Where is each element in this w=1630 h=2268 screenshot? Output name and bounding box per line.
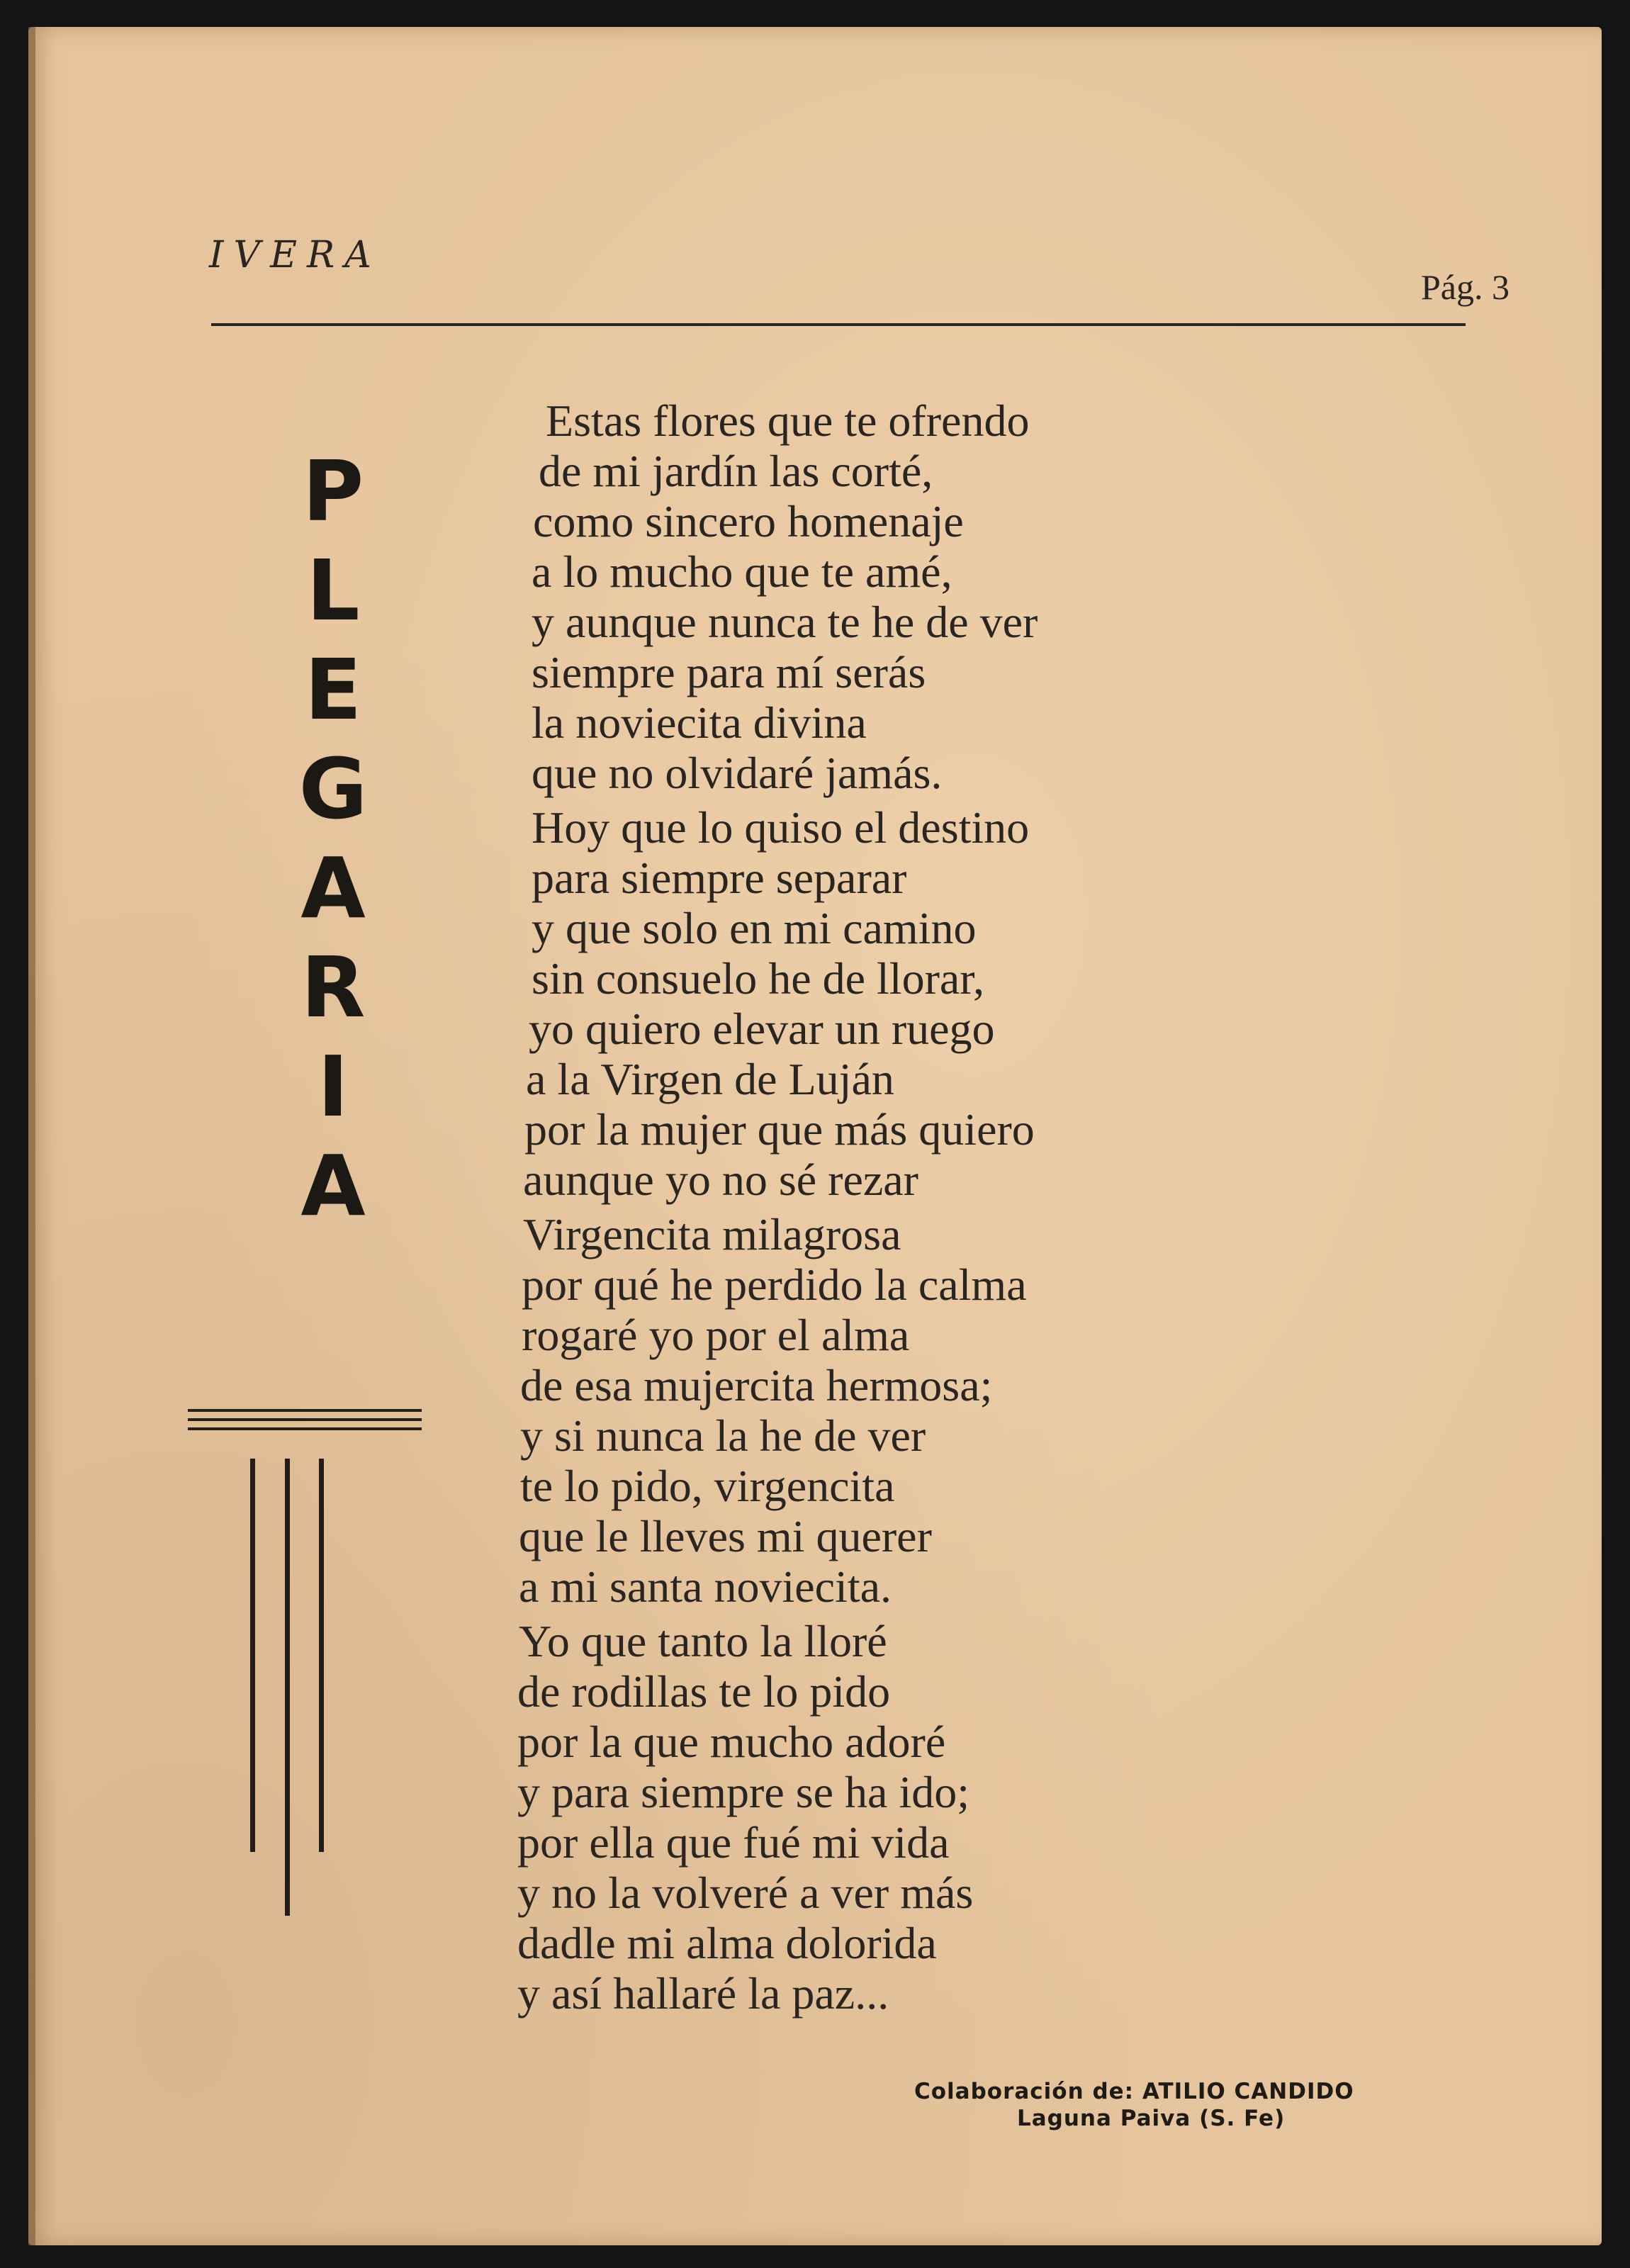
poem-line: como sincero homenaje [533, 496, 964, 546]
stanza [517, 1616, 1439, 2019]
title-letter: E [304, 641, 362, 739]
poem-line: a lo mucho que te amé, [532, 546, 952, 597]
stanza [517, 395, 1439, 798]
book-page [28, 27, 1602, 2245]
poem-line: Virgencita milagrosa [523, 1209, 901, 1259]
poem-line: Yo que tanto la lloré [519, 1616, 887, 1666]
deco-rule [188, 1427, 422, 1430]
page-number: Pág. 3 [1421, 267, 1510, 307]
title-letter: L [306, 541, 360, 639]
poem-line: de esa mujercita hermosa; [520, 1360, 993, 1410]
poem-line: por qué he perdido la calma [522, 1259, 1027, 1310]
poem-line: dadle mi alma dolorida [517, 1918, 937, 1968]
poem-line: siempre para mí serás [532, 647, 926, 697]
title-letter: P [302, 442, 364, 540]
stanza [517, 802, 1439, 1205]
credit-location: Laguna Paiva (S. Fe) [1017, 2106, 1286, 2131]
header-rule [211, 323, 1466, 326]
poem-line: a la Virgen de Luján [526, 1054, 894, 1104]
poem-line: y no la volveré a ver más [517, 1868, 974, 1918]
author-credit [914, 2079, 1354, 2131]
title-letter: A [300, 839, 366, 937]
poem [517, 395, 1439, 2023]
poem-line: la noviecita divina [532, 697, 867, 748]
poem-line: que le lleves mi querer [519, 1511, 932, 1561]
vertical-title [262, 442, 404, 1235]
poem-line: y para siempre se ha ido; [517, 1767, 969, 1817]
deco-rule [188, 1409, 422, 1412]
poem-line: rogaré yo por el alma [522, 1310, 910, 1360]
decorative-horizontal-rules [188, 1409, 422, 1437]
poem-line: que no olvidaré jamás. [532, 748, 943, 798]
poem-line: para siempre separar [532, 853, 907, 903]
stanza [517, 1209, 1439, 1612]
poem-line: de mi jardín las corté, [539, 446, 933, 496]
decorative-vertical-line [250, 1459, 255, 1852]
poem-line: Hoy que lo quiso el destino [532, 802, 1030, 853]
poem-line: de rodillas te lo pido [517, 1666, 891, 1717]
credit-line: Colaboración de: ATILIO CANDIDO [914, 2079, 1354, 2104]
poem-line: y aunque nunca te he de ver [532, 597, 1038, 647]
title-letter: R [300, 938, 366, 1036]
poem-line: Estas flores que te ofrendo [546, 395, 1030, 446]
poem-line: sin consuelo he de llorar, [532, 953, 985, 1004]
title-letter: A [300, 1137, 366, 1235]
deco-rule [188, 1418, 422, 1421]
poem-line: y si nunca la he de ver [520, 1410, 926, 1461]
poem-line: a mi santa noviecita. [519, 1561, 892, 1612]
title-letter: I [317, 1038, 349, 1135]
page-spine-shadow [28, 27, 35, 2245]
decorative-vertical-line [319, 1459, 324, 1852]
poem-line: y que solo en mi camino [532, 903, 977, 953]
poem-line: te lo pido, virgencita [520, 1461, 895, 1511]
title-letter: G [298, 740, 368, 838]
running-head: IVERA [209, 234, 381, 276]
poem-line: por la mujer que más quiero [524, 1104, 1035, 1155]
poem-line: yo quiero elevar un ruego [529, 1004, 995, 1054]
poem-line: y así hallaré la paz... [517, 1968, 889, 2019]
decorative-vertical-line [285, 1459, 290, 1916]
poem-line: aunque yo no sé rezar [523, 1155, 918, 1205]
poem-line: por ella que fué mi vida [517, 1817, 950, 1868]
poem-line: por la que mucho adoré [517, 1717, 946, 1767]
